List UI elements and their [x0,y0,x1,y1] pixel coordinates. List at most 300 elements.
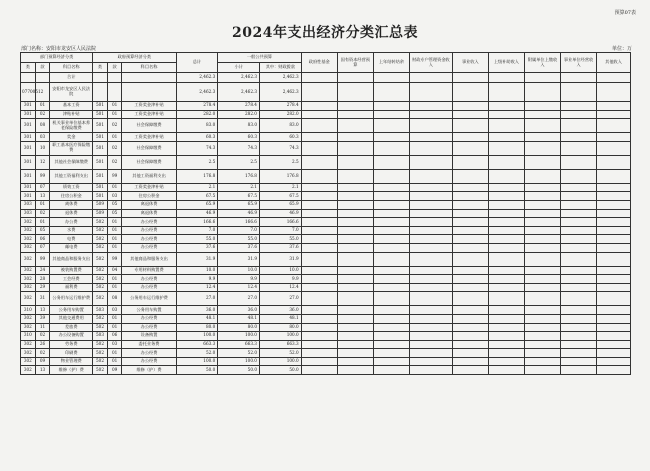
empty-cell [452,183,488,192]
dept-econ-subject: 公务用车购置 [50,306,93,315]
gov-econ-subject: 离退休费 [122,200,176,209]
dept-econ-class: 302 [21,243,36,252]
empty-cell [337,306,373,315]
subtotal-cell: 27.0 [218,292,260,306]
subtotal-cell: 52.0 [218,349,260,358]
dept-econ-subject: 基本工资 [50,102,93,111]
table-row [21,292,631,306]
dept-econ-subject: 电费 [50,235,93,244]
page-title: 2024年支出经济分类汇总表 [232,25,418,41]
dept-econ-subject: 其他商品和服务支出 [50,252,93,266]
gov-econ-item: 09 [107,366,122,375]
empty-cell [561,73,597,83]
dept-econ-item: 01 [35,200,50,209]
dept-econ-item: 13 [35,366,50,375]
empty-cell [301,192,337,201]
empty-cell [337,332,373,341]
empty-cell [524,235,560,244]
gov-econ-class: 503 [93,306,108,315]
empty-cell [337,243,373,252]
table-row [21,283,631,292]
empty-cell [524,200,560,209]
gov-econ-item: 05 [107,200,122,209]
fiscal-grant-cell: 52.0 [259,349,301,358]
empty-cell [373,218,409,227]
empty-cell [561,306,597,315]
total-cell: 2.5 [176,155,218,169]
gov-econ-subject: 办公经费 [122,314,176,323]
empty-cell [301,357,337,366]
header-special-account: 财政专户管理资金收入 [409,53,452,73]
empty-cell [561,340,597,349]
empty-cell [409,192,452,201]
table-body [21,73,631,375]
table-row [21,209,631,218]
empty-cell [561,102,597,111]
total-cell: 83.0 [176,119,218,133]
total-cell: 100.0 [176,332,218,341]
subtotal-cell: 37.6 [218,243,260,252]
header-state-capital: 国有资本经营预算 [337,53,373,73]
gov-econ-class: 501 [93,141,108,155]
empty-cell [373,155,409,169]
total-cell: 166.6 [176,218,218,227]
header-subtotal: 小计 [218,63,260,73]
dept-econ-item: 09 [35,357,50,366]
fiscal-grant-cell: 166.6 [259,218,301,227]
dept-econ-subject: 工会经费 [50,275,93,284]
empty-cell [373,323,409,332]
gov-econ-item: 04 [107,266,122,275]
empty-cell [561,266,597,275]
total-cell: 282.0 [176,110,218,119]
empty-cell [597,283,631,292]
gov-econ-item: 01 [107,110,122,119]
dept-econ-subject: 维修（护）费 [50,366,93,375]
empty-cell [409,83,452,102]
gov-econ-subject: 公务用车运行维护费 [122,292,176,306]
header-upper-subsidy: 上级补助收入 [488,53,524,73]
empty-cell [301,200,337,209]
empty-cell [524,283,560,292]
dept-econ-subject: 劳务费 [50,340,93,349]
total-cell: 663.3 [176,340,218,349]
empty-cell [488,243,524,252]
empty-cell [524,133,560,142]
fiscal-grant-cell: 65.9 [259,200,301,209]
dept-econ-item: 01 [35,218,50,227]
header-subject: 科目名称 [50,63,93,73]
empty-cell [301,110,337,119]
empty-cell [597,141,631,155]
gov-econ-class: 502 [93,366,108,375]
empty-cell [337,133,373,142]
fiscal-grant-cell: 83.0 [259,119,301,133]
gov-econ-class: 502 [93,243,108,252]
dept-econ-item: 13 [35,192,50,201]
empty-cell [488,73,524,83]
empty-cell [409,306,452,315]
empty-cell [488,200,524,209]
empty-cell [337,155,373,169]
empty-cell [452,119,488,133]
total-cell: 65.9 [176,200,218,209]
header-business: 事业收入 [452,53,488,73]
dept-econ-item: 02 [35,332,50,341]
subtotal-cell: 7.0 [218,226,260,235]
dept-econ-subject: 印刷费 [50,349,93,358]
dept-econ-class: 302 [21,340,36,349]
subtotal-cell: 31.9 [218,252,260,266]
gov-econ-item: 01 [107,323,122,332]
empty-cell [373,110,409,119]
empty-cell [301,306,337,315]
empty-cell [452,252,488,266]
expenditure-table [20,52,631,375]
table-row [21,218,631,227]
empty-cell [597,323,631,332]
gov-econ-item: 02 [107,155,122,169]
dept-econ-class: 07700512 [21,83,36,102]
table-tag: 预算07表 [614,10,636,16]
gov-econ-item: 01 [107,283,122,292]
empty-cell [373,357,409,366]
empty-cell [524,275,560,284]
dept-econ-subject: 住房公积金 [50,192,93,201]
dept-econ-item: 07 [35,183,50,192]
dept-econ-item: 07 [35,243,50,252]
empty-cell [373,119,409,133]
gov-econ-subject: 办公经费 [122,323,176,332]
empty-cell [337,200,373,209]
gov-econ-subject: 办公经费 [122,357,176,366]
dept-econ-item: 29 [35,283,50,292]
empty-cell [373,349,409,358]
empty-cell [488,133,524,142]
empty-cell [452,141,488,155]
total-cell: 100.0 [176,357,218,366]
empty-cell [488,119,524,133]
table-row [21,73,631,83]
gov-econ-item: 08 [107,292,122,306]
empty-cell [337,275,373,284]
empty-cell [561,110,597,119]
empty-cell [524,73,560,83]
empty-cell [337,226,373,235]
table-row [21,357,631,366]
dept-econ-class: 302 [21,314,36,323]
gov-econ-class: 502 [93,226,108,235]
empty-cell [597,226,631,235]
empty-cell [488,332,524,341]
subtotal-cell: 83.0 [218,119,260,133]
empty-cell [409,357,452,366]
table-row [21,349,631,358]
empty-cell [337,192,373,201]
dept-econ-class: 301 [21,110,36,119]
dept-econ-item [35,73,50,83]
fiscal-grant-cell: 7.0 [259,226,301,235]
gov-econ-subject: 办公经费 [122,226,176,235]
empty-cell [337,169,373,183]
dept-econ-subject: 合计 [50,73,93,83]
total-cell: 176.8 [176,169,218,183]
dept-econ-subject: 差旅费 [50,323,93,332]
empty-cell [488,292,524,306]
empty-cell [524,183,560,192]
gov-econ-item: 03 [107,306,122,315]
gov-econ-subject: 委托业务费 [122,340,176,349]
empty-cell [409,155,452,169]
subtotal-cell: 65.9 [218,200,260,209]
table-row [21,366,631,375]
empty-cell [301,243,337,252]
empty-cell [524,102,560,111]
empty-cell [561,200,597,209]
fiscal-grant-cell: 55.0 [259,235,301,244]
header-public-budget: 一般公共预算 [218,53,301,63]
empty-cell [409,218,452,227]
dept-econ-class: 302 [21,218,36,227]
subtotal-cell: 282.0 [218,110,260,119]
dept-econ-class: 301 [21,119,36,133]
dept-econ-subject: 其他交通费用 [50,314,93,323]
empty-cell [488,366,524,375]
empty-cell [452,323,488,332]
empty-cell [409,102,452,111]
empty-cell [301,314,337,323]
dept-econ-class: 302 [21,283,36,292]
fiscal-grant-cell: 176.8 [259,169,301,183]
empty-cell [337,209,373,218]
empty-cell [488,83,524,102]
empty-cell [524,209,560,218]
empty-cell [337,102,373,111]
dept-econ-class: 310 [21,306,36,315]
gov-econ-class: 502 [93,275,108,284]
dept-econ-subject: 办公费 [50,218,93,227]
dept-econ-subject: 公务用车运行维护费 [50,292,93,306]
gov-econ-subject: 设备购置 [122,332,176,341]
gov-econ-subject: 专用材料购置费 [122,266,176,275]
table-row [21,314,631,323]
table-row [21,275,631,284]
total-cell: 12.4 [176,283,218,292]
total-cell: 74.3 [176,141,218,155]
gov-econ-item: 03 [107,192,122,201]
dept-econ-class: 301 [21,169,36,183]
empty-cell [373,83,409,102]
empty-cell [561,332,597,341]
total-cell: 2,462.3 [176,73,218,83]
gov-econ-item: 02 [107,141,122,155]
dept-econ-item: 39 [35,314,50,323]
empty-cell [561,141,597,155]
header-kuan: 款 [107,63,122,73]
total-cell: 9.9 [176,275,218,284]
gov-econ-subject: 办公经费 [122,275,176,284]
empty-cell [524,243,560,252]
fiscal-grant-cell: 12.4 [259,283,301,292]
empty-cell [524,357,560,366]
dept-econ-item: 28 [35,275,50,284]
empty-cell [373,141,409,155]
empty-cell [452,306,488,315]
header-gov-fund: 政府性基金 [301,53,337,73]
empty-cell [373,209,409,218]
header-business-oper: 事业单位经营收入 [561,53,597,73]
empty-cell [597,169,631,183]
table-row [21,243,631,252]
empty-cell [337,110,373,119]
gov-econ-item: 01 [107,218,122,227]
gov-econ-subject: 工资奖金津补贴 [122,183,176,192]
gov-econ-class: 502 [93,292,108,306]
subtotal-cell: 74.3 [218,141,260,155]
empty-cell [409,292,452,306]
empty-cell [488,306,524,315]
gov-econ-class: 502 [93,314,108,323]
dept-econ-item: 02 [35,349,50,358]
empty-cell [488,252,524,266]
total-cell: 31.9 [176,252,218,266]
subtotal-cell: 80.0 [218,323,260,332]
subtotal-cell: 100.0 [218,332,260,341]
subtotal-cell: 67.5 [218,192,260,201]
empty-cell [524,83,560,102]
empty-cell [597,243,631,252]
empty-cell [597,349,631,358]
empty-cell [488,226,524,235]
total-cell: 52.0 [176,349,218,358]
empty-cell [409,141,452,155]
table-row [21,119,631,133]
dept-econ-item: 02 [35,209,50,218]
table-row [21,141,631,155]
empty-cell [597,200,631,209]
empty-cell [452,110,488,119]
empty-cell [409,73,452,83]
empty-cell [488,357,524,366]
empty-cell [409,332,452,341]
dept-econ-class: 302 [21,252,36,266]
empty-cell [597,306,631,315]
gov-econ-subject: 工资奖金津补贴 [122,133,176,142]
gov-econ-subject: 其他工资福利支出 [122,169,176,183]
dept-econ-class: 302 [21,357,36,366]
dept-econ-class: 302 [21,323,36,332]
gov-econ-subject: 社会保障缴费 [122,141,176,155]
empty-cell [301,366,337,375]
empty-cell [409,252,452,266]
empty-cell [524,314,560,323]
empty-cell [409,169,452,183]
empty-cell [524,252,560,266]
empty-cell [597,266,631,275]
empty-cell [373,275,409,284]
empty-cell [597,110,631,119]
empty-cell [524,192,560,201]
dept-econ-subject: 其他工资福利支出 [50,169,93,183]
empty-cell [337,183,373,192]
fiscal-grant-cell: 48.1 [259,314,301,323]
empty-cell [409,340,452,349]
empty-cell [301,252,337,266]
subtotal-cell: 176.8 [218,169,260,183]
dept-econ-subject: 职工基本医疗保险缴费 [50,141,93,155]
empty-cell [561,323,597,332]
empty-cell [337,218,373,227]
header-subject: 科目名称 [122,63,176,73]
table-row [21,266,631,275]
total-cell: 60.3 [176,133,218,142]
empty-cell [488,283,524,292]
total-cell: 10.0 [176,266,218,275]
empty-cell [488,169,524,183]
subtotal-cell: 48.1 [218,314,260,323]
dept-econ-class: 302 [21,266,36,275]
empty-cell [409,200,452,209]
empty-cell [597,235,631,244]
empty-cell [373,340,409,349]
empty-cell [301,209,337,218]
empty-cell [373,235,409,244]
table-row [21,340,631,349]
dept-econ-item: 01 [35,102,50,111]
fiscal-grant-cell: 37.6 [259,243,301,252]
dept-econ-subject: 办公设备购置 [50,332,93,341]
subtotal-cell: 12.4 [218,283,260,292]
gov-econ-item: 01 [107,314,122,323]
empty-cell [524,218,560,227]
empty-cell [301,83,337,102]
dept-econ-subject: 物业管理费 [50,357,93,366]
fiscal-grant-cell: 27.0 [259,292,301,306]
empty-cell [524,323,560,332]
subtotal-cell: 166.6 [218,218,260,227]
empty-cell [337,357,373,366]
empty-cell [488,349,524,358]
empty-cell [373,306,409,315]
table-row [21,306,631,315]
empty-cell [337,266,373,275]
gov-econ-class: 502 [93,252,108,266]
empty-cell [561,226,597,235]
empty-cell [452,209,488,218]
table-row [21,252,631,266]
fiscal-grant-cell: 100.0 [259,332,301,341]
fiscal-grant-cell: 282.0 [259,110,301,119]
empty-cell [524,266,560,275]
header-prev-balance: 上年结转结余 [373,53,409,73]
gov-econ-item: 01 [107,357,122,366]
gov-econ-class: 502 [93,235,108,244]
empty-cell [301,340,337,349]
empty-cell [409,119,452,133]
total-cell: 50.0 [176,366,218,375]
empty-cell [488,102,524,111]
empty-cell [561,314,597,323]
gov-econ-subject: 办公经费 [122,235,176,244]
empty-cell [561,292,597,306]
empty-cell [597,102,631,111]
empty-cell [452,366,488,375]
empty-cell [597,73,631,83]
header-subordinate: 附属单位上缴收入 [524,53,560,73]
total-cell: 278.4 [176,102,218,111]
gov-econ-class: 502 [93,323,108,332]
empty-cell [597,292,631,306]
